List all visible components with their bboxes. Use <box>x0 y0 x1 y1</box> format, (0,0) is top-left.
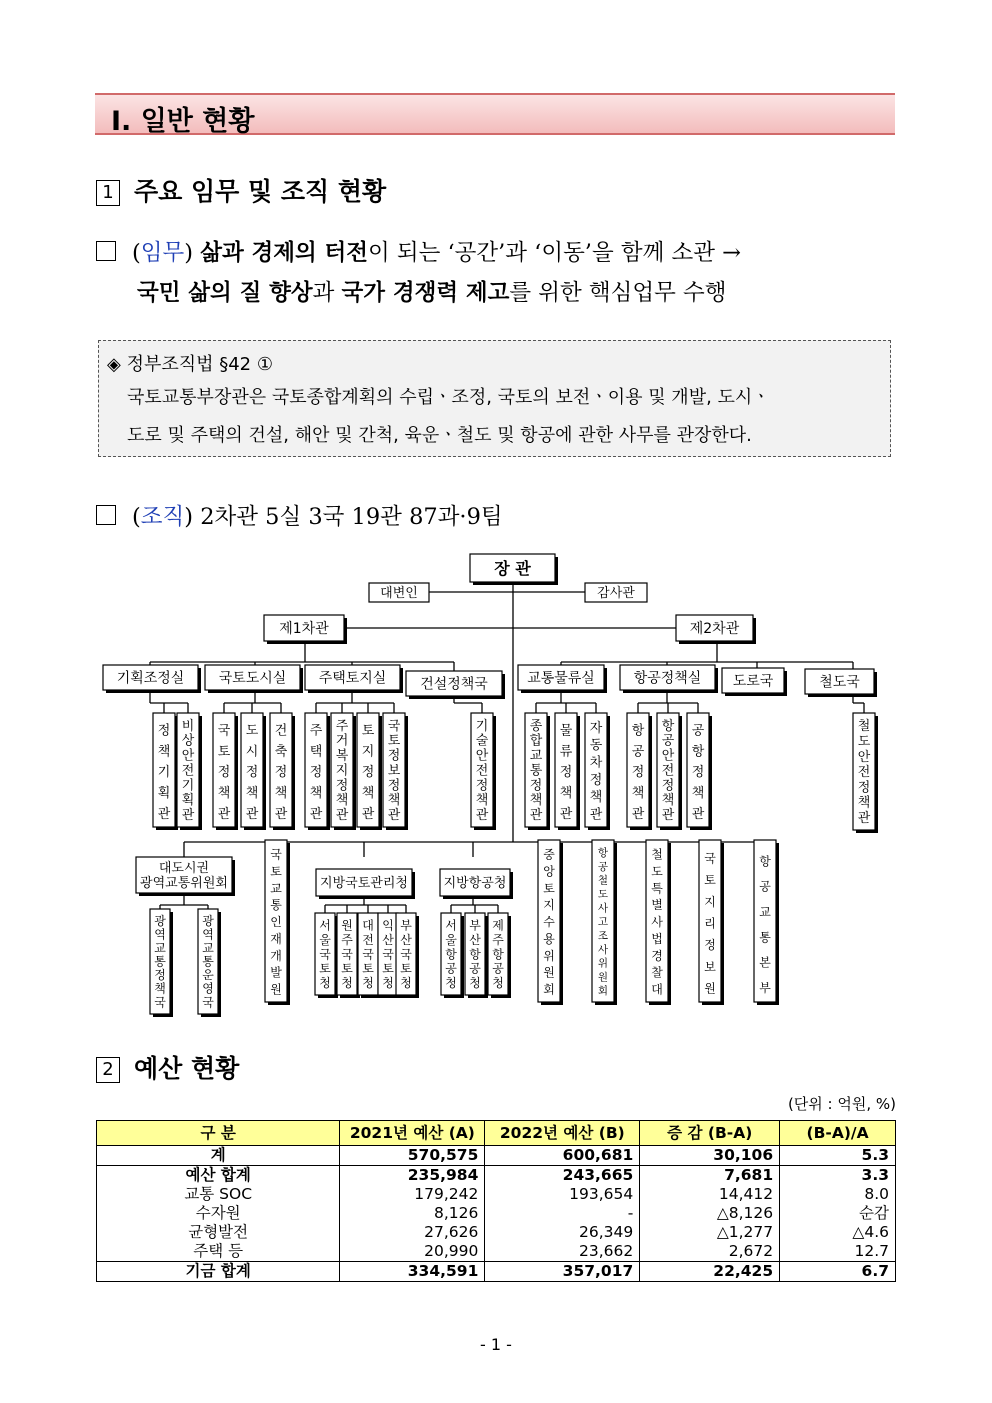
affiliate-box-6 <box>646 840 671 1005</box>
section-title: Ⅰ. 일반 현황 <box>111 106 255 137</box>
affiliate-sub-box-7-label: 서 울 항 공 청 <box>445 918 457 991</box>
row-label: 계 <box>97 1146 340 1166</box>
row-label: 기금 합계 <box>97 1262 340 1282</box>
mission-emphasis-1: 삶과 경제의 터전 <box>200 240 369 266</box>
affiliate-sub-box-1-label: 광 역 교 통 운 영 국 <box>202 913 214 1010</box>
value-diff: 14,412 <box>640 1185 780 1204</box>
bureau-box-10 <box>525 713 550 830</box>
vice-minister-2-box <box>676 615 756 644</box>
affiliate-box-8-label: 항 공 교 통 본 부 <box>759 854 771 995</box>
bureau-box-8-label: 국 토 정 보 정 책 관 <box>387 718 401 824</box>
bureau-box-12-label: 자 동 차 정 책 관 <box>589 720 603 823</box>
affiliate-sub-box-3 <box>337 913 360 998</box>
value-diff: △8,126 <box>640 1204 780 1223</box>
mission-line-1: (임무) 삶과 경제의 터전이 되는 ‘공간’과 ‘이동’을 함께 소관 → <box>96 232 741 274</box>
affiliate-sub-box-9-label: 제 주 항 공 청 <box>492 918 504 991</box>
value-2021: 334,591 <box>340 1262 485 1282</box>
affiliate-box-3-label: 지방항공청 <box>443 876 507 892</box>
affiliate-box-6-label: 철 도 특 별 사 법 경 찰 대 <box>651 847 663 997</box>
value-rate: 5.3 <box>780 1146 896 1166</box>
value-diff: △1,277 <box>640 1223 780 1242</box>
affiliate-sub-box-1 <box>198 909 221 1017</box>
bureau-box-4 <box>270 713 295 830</box>
affiliate-sub-box-7 <box>441 913 464 998</box>
affiliate-box-0-label: 대도시권 광역교통위원회 <box>140 861 228 892</box>
value-2022: 243,665 <box>485 1166 640 1186</box>
value-diff: 7,681 <box>640 1166 780 1186</box>
table-row <box>97 1146 896 1166</box>
office-box-6 <box>722 668 787 696</box>
mission-emphasis-3: 국가 경쟁력 제고 <box>341 280 510 306</box>
bureau-box-5 <box>305 713 330 830</box>
bureau-box-1-label: 비 상 안 전 기 획 관 <box>181 718 195 824</box>
heading-number-box: 1 <box>96 180 120 206</box>
row-label: 균형발전 <box>97 1223 340 1242</box>
row-label: 수자원 <box>97 1204 340 1223</box>
bureau-box-5-label: 주 택 정 책 관 <box>309 723 323 822</box>
bureau-box-14 <box>657 713 682 830</box>
bureau-box-15-label: 공 항 정 책 관 <box>691 723 705 822</box>
value-rate: 순감 <box>780 1204 896 1223</box>
value-rate: 6.7 <box>780 1262 896 1282</box>
bureau-box-7-label: 토 지 정 책 관 <box>361 723 375 822</box>
value-2022: 193,654 <box>485 1185 640 1204</box>
affiliate-box-7-label: 국 토 지 리 정 보 원 <box>704 851 716 996</box>
bureau-box-16 <box>853 713 878 833</box>
affiliate-box-1 <box>265 840 290 1005</box>
subheading-budget <box>96 1049 239 1085</box>
bureau-box-3-label: 도 시 정 책 관 <box>245 723 259 822</box>
affiliate-sub-box-2-label: 서 울 국 토 청 <box>319 918 331 991</box>
affiliate-sub-box-4-label: 대 전 국 토 청 <box>362 918 374 991</box>
org-tag: 조직 <box>140 504 185 530</box>
value-2022: 357,017 <box>485 1262 640 1282</box>
table-row <box>97 1262 896 1282</box>
bureau-box-13-label: 항 공 정 책 관 <box>631 723 645 822</box>
bureau-box-9 <box>471 713 496 830</box>
affiliate-box-4-label: 중 앙 토 지 수 용 위 원 회 <box>543 847 555 997</box>
bureau-box-12 <box>585 713 610 830</box>
value-2022: 600,681 <box>485 1146 640 1166</box>
value-rate: 8.0 <box>780 1185 896 1204</box>
office-box-6-label: 도로국 <box>732 673 774 690</box>
value-diff: 22,425 <box>640 1262 780 1282</box>
spokesman-box <box>369 583 429 602</box>
affiliate-sub-box-6 <box>396 913 419 998</box>
bureau-box-4-label: 건 축 정 책 관 <box>274 723 288 822</box>
bureau-box-9-label: 기 술 안 전 정 책 관 <box>475 718 489 824</box>
value-2021: 8,126 <box>340 1204 485 1223</box>
budget-header-row <box>97 1121 896 1146</box>
value-2022: 26,349 <box>485 1223 640 1242</box>
value-rate: 3.3 <box>780 1166 896 1186</box>
affiliate-box-8 <box>754 840 779 1005</box>
office-box-0-label: 기획조정실 <box>116 670 185 687</box>
office-box-4 <box>518 665 607 693</box>
bureau-box-2 <box>213 713 238 830</box>
affiliate-sub-box-0-label: 광 역 교 통 정 책 국 <box>154 913 166 1010</box>
header-category: 구 분 <box>97 1121 340 1146</box>
affiliate-sub-box-0 <box>150 909 173 1017</box>
law-text-line-2: 도로 및 주택의 건설, 해안 및 간척, 육운ㆍ철도 및 항공에 관한 사무를 관장한다. <box>127 425 752 446</box>
value-2021: 20,990 <box>340 1242 485 1262</box>
bureau-box-3 <box>241 713 266 830</box>
law-text-line-1: 국토교통부장관은 국토종합계획의 수립ㆍ조정, 국토의 보전ㆍ이용 및 개발, 도시ㆍ <box>127 387 770 408</box>
bureau-box-13 <box>627 713 652 830</box>
bureau-box-11 <box>555 713 580 830</box>
bureau-box-1 <box>177 713 202 830</box>
header-2022: 2022년 예산 (B) <box>485 1121 640 1146</box>
bureau-box-0 <box>153 713 178 830</box>
affiliate-sub-box-9 <box>488 913 511 998</box>
table-row <box>97 1166 896 1186</box>
heading-number-box: 2 <box>96 1057 120 1083</box>
office-box-5-label: 항공정책실 <box>633 670 702 687</box>
header-rate: (B-A)/A <box>780 1121 896 1146</box>
affiliate-box-2 <box>316 869 415 899</box>
affiliate-box-4 <box>538 840 563 1005</box>
office-box-3 <box>406 671 505 699</box>
value-2022: 23,662 <box>485 1242 640 1262</box>
value-2021: 570,575 <box>340 1146 485 1166</box>
affiliate-box-7 <box>699 840 724 1005</box>
row-label: 주택 등 <box>97 1242 340 1262</box>
office-box-3-label: 건설정책국 <box>420 676 488 693</box>
table-row <box>97 1223 896 1242</box>
affiliate-sub-box-6-label: 부 산 국 토 청 <box>400 918 412 991</box>
org-summary: 2차관 5실 3국 19관 87과·9팀 <box>200 504 503 530</box>
table-row <box>97 1185 896 1204</box>
bureau-box-14-label: 항 공 안 전 정 책 관 <box>661 718 675 824</box>
office-box-0 <box>103 665 201 693</box>
affiliate-box-5-label: 항 공 철 도 사 고 조 사 위 원 회 <box>597 847 609 998</box>
auditor-box-label: 감사관 <box>597 586 635 602</box>
office-box-7 <box>805 669 877 697</box>
minister-box <box>470 554 558 585</box>
value-rate: △4.6 <box>780 1223 896 1242</box>
value-2022: - <box>485 1204 640 1223</box>
bureau-box-16-label: 철 도 안 전 정 책 관 <box>857 719 871 826</box>
mission-emphasis-2: 국민 삶의 질 향상 <box>137 280 313 306</box>
bureau-box-0-label: 정 책 기 획 관 <box>157 723 171 822</box>
affiliate-box-0 <box>136 857 235 896</box>
bureau-box-11-label: 물 류 정 책 관 <box>559 723 573 822</box>
bureau-box-7 <box>357 713 382 830</box>
budget-table <box>96 1120 896 1282</box>
vice-minister-1-box <box>264 615 347 644</box>
value-diff: 2,672 <box>640 1242 780 1262</box>
table-row <box>97 1242 896 1262</box>
value-2021: 235,984 <box>340 1166 485 1186</box>
minister-box-label: 장 관 <box>494 558 531 578</box>
mission-text-2: 과 <box>312 280 342 306</box>
row-label: 교통 SOC <box>97 1185 340 1204</box>
org-summary-line: (조직) 2차관 5실 3국 19관 87과·9팀 <box>96 496 503 538</box>
header-diff: 증 감 (B-A) <box>640 1121 780 1146</box>
affiliate-sub-box-3-label: 원 주 국 토 청 <box>341 918 353 991</box>
bureau-box-15 <box>687 713 712 830</box>
vice-minister-1-box-label: 제1차관 <box>279 621 329 638</box>
office-box-7-label: 철도국 <box>819 674 860 691</box>
value-2021: 27,626 <box>340 1223 485 1242</box>
office-box-1 <box>205 665 303 693</box>
affiliate-box-2-label: 지방국토관리청 <box>320 876 408 892</box>
bureau-box-6 <box>331 713 356 830</box>
affiliate-box-3 <box>440 869 513 899</box>
spokesman-box-label: 대변인 <box>380 586 418 602</box>
header-2021: 2021년 예산 (A) <box>340 1121 485 1146</box>
value-2021: 179,242 <box>340 1185 485 1204</box>
budget-unit: (단위 : 억원, %) <box>787 1095 896 1113</box>
law-title: ◈ 정부조직법 §42 ① <box>107 354 273 375</box>
value-diff: 30,106 <box>640 1146 780 1166</box>
vice-minister-2-box-label: 제2차관 <box>689 621 740 638</box>
affiliate-box-5 <box>592 840 617 1005</box>
office-box-4-label: 교통물류실 <box>527 670 595 687</box>
table-row <box>97 1204 896 1223</box>
office-box-5 <box>620 665 718 693</box>
bureau-box-6-label: 주 거 복 지 정 책 관 <box>335 718 349 824</box>
bureau-box-2-label: 국 토 정 책 관 <box>217 723 231 822</box>
subheading-title: 주요 임무 및 조직 현황 <box>134 177 387 206</box>
office-box-2-label: 주택토지실 <box>318 670 387 687</box>
mission-text-3: 를 위한 핵심업무 수행 <box>509 280 727 306</box>
affiliate-box-1-label: 국 토 교 통 인 재 개 발 원 <box>270 847 282 997</box>
auditor-box <box>585 583 647 602</box>
affiliate-sub-box-8 <box>465 913 488 998</box>
affiliate-sub-box-2 <box>315 913 338 998</box>
mission-tag: 임무 <box>140 240 185 266</box>
value-rate: 12.7 <box>780 1242 896 1262</box>
mission-text-1: 이 되는 ‘공간’과 ‘이동’을 함께 소관 → <box>368 240 741 266</box>
subheading-title: 예산 현황 <box>134 1054 240 1083</box>
row-label: 예산 합계 <box>97 1166 340 1186</box>
page-number: - 1 - <box>480 1335 512 1354</box>
affiliate-sub-box-5-label: 익 산 국 토 청 <box>382 918 394 991</box>
office-box-2 <box>305 665 403 693</box>
bureau-box-10-label: 종 합 교 통 정 책 관 <box>529 718 543 824</box>
bureau-box-8 <box>383 713 408 830</box>
office-box-1-label: 국토도시실 <box>218 670 287 687</box>
affiliate-sub-box-8-label: 부 산 항 공 청 <box>469 918 481 991</box>
